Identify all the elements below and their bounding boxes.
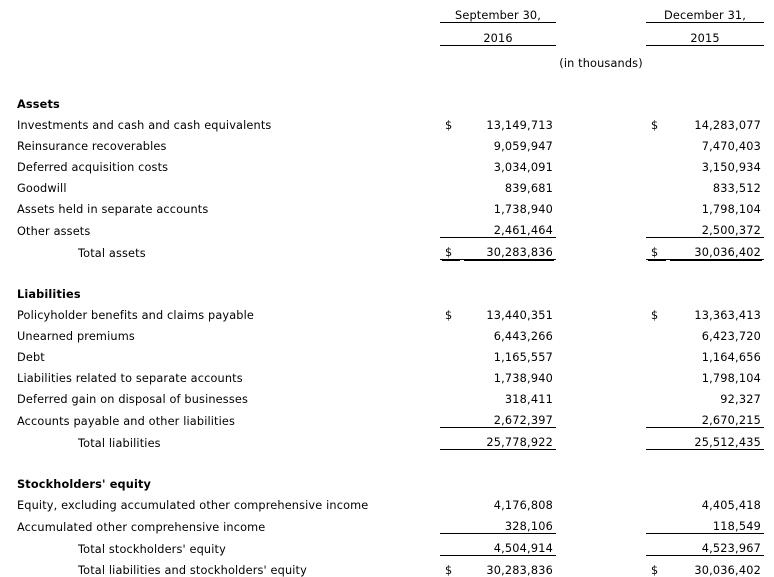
total-gap xyxy=(556,428,646,450)
value-col2: 7,470,403 xyxy=(668,132,764,153)
header-gap-2 xyxy=(556,23,646,46)
line-item-label: Unearned premiums xyxy=(0,322,440,343)
row-gap xyxy=(556,491,646,512)
row-pad xyxy=(764,153,774,174)
row-gap xyxy=(556,322,646,343)
row-pad xyxy=(764,406,774,428)
row-pad xyxy=(764,322,774,343)
assets-heading-num2 xyxy=(668,90,764,111)
currency-symbol-col1: $ xyxy=(440,301,462,322)
currency-symbol-col1 xyxy=(440,153,462,174)
value-col1: 4,176,808 xyxy=(462,491,556,512)
section-heading-row-liabilities xyxy=(0,280,774,301)
total-value-col1: 25,778,922 xyxy=(462,428,556,450)
row-pad xyxy=(764,491,774,512)
value-col1: 328,106 xyxy=(462,512,556,534)
row-pad xyxy=(764,111,774,132)
grand-total-value-col2: 30,036,402 xyxy=(668,556,764,577)
currency-symbol-col2 xyxy=(646,322,668,343)
line-item-label: Investments and cash and cash equivalents xyxy=(0,111,440,132)
value-col2: 833,512 xyxy=(668,174,764,195)
value-col2: 2,670,215 xyxy=(668,406,764,428)
total-currency-symbol-col1: $ xyxy=(440,238,462,260)
total-pad xyxy=(764,238,774,260)
total-currency-symbol-col1 xyxy=(440,534,462,556)
row-pad xyxy=(764,174,774,195)
total-row-equity xyxy=(0,534,774,556)
header-blank-label xyxy=(0,0,440,23)
value-col2: 2,500,372 xyxy=(668,216,764,238)
currency-symbol-col1 xyxy=(440,322,462,343)
liab-heading-gap xyxy=(556,280,646,301)
row-gap xyxy=(556,153,646,174)
row-pad xyxy=(764,195,774,216)
spacer-cell xyxy=(0,450,774,471)
grand-total-value-col1: 30,283,836 xyxy=(462,556,556,577)
value-col1: 1,738,940 xyxy=(462,195,556,216)
header-blank-label-2 xyxy=(0,23,440,46)
value-col1: 13,440,351 xyxy=(462,301,556,322)
row-gap xyxy=(556,216,646,238)
grand-total-pad xyxy=(764,556,774,577)
liab-heading-pad xyxy=(764,280,774,301)
total-pad xyxy=(764,534,774,556)
value-col2: 1,164,656 xyxy=(668,343,764,364)
line-item-label: Equity, excluding accumulated other comprehensive income xyxy=(0,491,440,512)
grand-total-row xyxy=(0,556,774,577)
row-gap xyxy=(556,132,646,153)
table-row xyxy=(0,195,774,216)
currency-symbol-col2 xyxy=(646,364,668,385)
liab-heading-sym1 xyxy=(440,280,462,301)
line-item-label: Accounts payable and other liabilities xyxy=(0,406,440,428)
value-col1: 318,411 xyxy=(462,385,556,406)
line-item-label: Debt xyxy=(0,343,440,364)
total-value-col2: 4,523,967 xyxy=(668,534,764,556)
value-col2: 14,283,077 xyxy=(668,111,764,132)
total-pad xyxy=(764,428,774,450)
currency-symbol-col1 xyxy=(440,216,462,238)
row-gap xyxy=(556,385,646,406)
currency-symbol-col1 xyxy=(440,491,462,512)
line-item-label: Assets held in separate accounts xyxy=(0,195,440,216)
header-pad-1 xyxy=(764,0,774,23)
currency-symbol-col2 xyxy=(646,174,668,195)
liab-heading-num1 xyxy=(462,280,556,301)
eq-heading-sym2 xyxy=(646,470,668,491)
header-units-row xyxy=(0,46,774,71)
total-value-col1: 30,283,836 xyxy=(462,238,556,260)
line-item-label: Deferred acquisition costs xyxy=(0,153,440,174)
row-pad xyxy=(764,132,774,153)
section-heading-row-equity xyxy=(0,470,774,491)
value-col1: 2,461,464 xyxy=(462,216,556,238)
grand-total-label: Total liabilities and stockholders' equity xyxy=(0,556,440,577)
currency-symbol-col2: $ xyxy=(646,111,668,132)
value-col2: 1,798,104 xyxy=(668,195,764,216)
spacer-after-liabilities xyxy=(0,450,774,471)
spacer-cell xyxy=(0,260,774,281)
table-row xyxy=(0,111,774,132)
value-col1: 839,681 xyxy=(462,174,556,195)
row-gap xyxy=(556,343,646,364)
table-row xyxy=(0,216,774,238)
currency-symbol-col1 xyxy=(440,406,462,428)
table-row xyxy=(0,491,774,512)
value-col1: 3,034,091 xyxy=(462,153,556,174)
eq-heading-gap xyxy=(556,470,646,491)
assets-heading-pad xyxy=(764,90,774,111)
total-currency-symbol-col2 xyxy=(646,428,668,450)
table-row xyxy=(0,364,774,385)
row-gap xyxy=(556,195,646,216)
column-header-date-2: December 31, xyxy=(646,0,764,23)
row-gap xyxy=(556,301,646,322)
currency-symbol-col1 xyxy=(440,364,462,385)
value-col2: 3,150,934 xyxy=(668,153,764,174)
row-gap xyxy=(556,406,646,428)
currency-symbol-col2 xyxy=(646,491,668,512)
column-header-year-1: 2016 xyxy=(440,23,556,46)
grand-total-currency-symbol-col1: $ xyxy=(440,556,462,577)
assets-heading-sym1 xyxy=(440,90,462,111)
total-value-col1: 4,504,914 xyxy=(462,534,556,556)
line-item-label: Other assets xyxy=(0,216,440,238)
table-row xyxy=(0,322,774,343)
grand-total-gap xyxy=(556,556,646,577)
total-label: Total assets xyxy=(0,238,440,260)
header-date-row xyxy=(0,0,774,23)
value-col2: 13,363,413 xyxy=(668,301,764,322)
column-header-year-2: 2015 xyxy=(646,23,764,46)
section-heading-assets: Assets xyxy=(0,90,440,111)
currency-symbol-col1 xyxy=(440,132,462,153)
currency-symbol-col2 xyxy=(646,406,668,428)
currency-symbol-col2 xyxy=(646,132,668,153)
table-row xyxy=(0,174,774,195)
row-gap xyxy=(556,111,646,132)
currency-symbol-col2 xyxy=(646,343,668,364)
total-value-col2: 30,036,402 xyxy=(668,238,764,260)
assets-heading-sym2 xyxy=(646,90,668,111)
units-note: (in thousands) xyxy=(556,46,646,71)
grand-total-currency-symbol-col2: $ xyxy=(646,556,668,577)
currency-symbol-col2 xyxy=(646,216,668,238)
units-pad xyxy=(764,46,774,71)
header-pad-2 xyxy=(764,23,774,46)
section-heading-row-assets xyxy=(0,90,774,111)
currency-symbol-col1 xyxy=(440,385,462,406)
units-blank-label xyxy=(0,46,440,71)
value-col1: 1,738,940 xyxy=(462,364,556,385)
value-col2: 4,405,418 xyxy=(668,491,764,512)
total-currency-symbol-col2: $ xyxy=(646,238,668,260)
table-row xyxy=(0,343,774,364)
column-header-date-1: September 30, xyxy=(440,0,556,23)
total-row-assets xyxy=(0,238,774,260)
value-col1: 2,672,397 xyxy=(462,406,556,428)
currency-symbol-col2 xyxy=(646,385,668,406)
line-item-label: Accumulated other comprehensive income xyxy=(0,512,440,534)
table-row xyxy=(0,132,774,153)
currency-symbol-col1 xyxy=(440,195,462,216)
total-currency-symbol-col1 xyxy=(440,428,462,450)
value-col2: 6,423,720 xyxy=(668,322,764,343)
row-pad xyxy=(764,385,774,406)
value-col1: 9,059,947 xyxy=(462,132,556,153)
table-row xyxy=(0,406,774,428)
row-gap xyxy=(556,174,646,195)
value-col2: 118,549 xyxy=(668,512,764,534)
header-gap-1 xyxy=(556,0,646,23)
value-col2: 92,327 xyxy=(668,385,764,406)
line-item-label: Policyholder benefits and claims payable xyxy=(0,301,440,322)
section-heading-liabilities: Liabilities xyxy=(0,280,440,301)
line-item-label: Liabilities related to separate accounts xyxy=(0,364,440,385)
total-row-liabilities xyxy=(0,428,774,450)
total-label: Total liabilities xyxy=(0,428,440,450)
value-col2: 1,798,104 xyxy=(668,364,764,385)
value-col1: 1,165,557 xyxy=(462,343,556,364)
eq-heading-num1 xyxy=(462,470,556,491)
assets-heading-num1 xyxy=(462,90,556,111)
eq-heading-num2 xyxy=(668,470,764,491)
row-pad xyxy=(764,301,774,322)
currency-symbol-col2 xyxy=(646,153,668,174)
total-gap xyxy=(556,238,646,260)
eq-heading-sym1 xyxy=(440,470,462,491)
table-row xyxy=(0,301,774,322)
value-col1: 13,149,713 xyxy=(462,111,556,132)
currency-symbol-col1: $ xyxy=(440,111,462,132)
currency-symbol-col1 xyxy=(440,174,462,195)
eq-heading-pad xyxy=(764,470,774,491)
spacer-after-assets xyxy=(0,260,774,281)
line-item-label: Deferred gain on disposal of businesses xyxy=(0,385,440,406)
spacer-after-header xyxy=(0,70,774,90)
table-row xyxy=(0,153,774,174)
line-item-label: Goodwill xyxy=(0,174,440,195)
liab-heading-num2 xyxy=(668,280,764,301)
row-pad xyxy=(764,364,774,385)
row-pad xyxy=(764,343,774,364)
units-blank-4 xyxy=(668,46,764,71)
line-item-label: Reinsurance recoverables xyxy=(0,132,440,153)
units-blank-3 xyxy=(646,46,668,71)
currency-symbol-col2: $ xyxy=(646,301,668,322)
row-pad xyxy=(764,216,774,238)
header-year-row xyxy=(0,23,774,46)
liab-heading-sym2 xyxy=(646,280,668,301)
row-gap xyxy=(556,364,646,385)
units-blank-1 xyxy=(440,46,462,71)
total-value-col2: 25,512,435 xyxy=(668,428,764,450)
currency-symbol-col1 xyxy=(440,343,462,364)
currency-symbol-col2 xyxy=(646,195,668,216)
total-gap xyxy=(556,534,646,556)
value-col1: 6,443,266 xyxy=(462,322,556,343)
table-row xyxy=(0,385,774,406)
units-blank-2 xyxy=(462,46,556,71)
assets-heading-gap xyxy=(556,90,646,111)
spacer-cell xyxy=(0,70,774,90)
total-label: Total stockholders' equity xyxy=(0,534,440,556)
total-currency-symbol-col2 xyxy=(646,534,668,556)
section-heading-equity: Stockholders' equity xyxy=(0,470,440,491)
